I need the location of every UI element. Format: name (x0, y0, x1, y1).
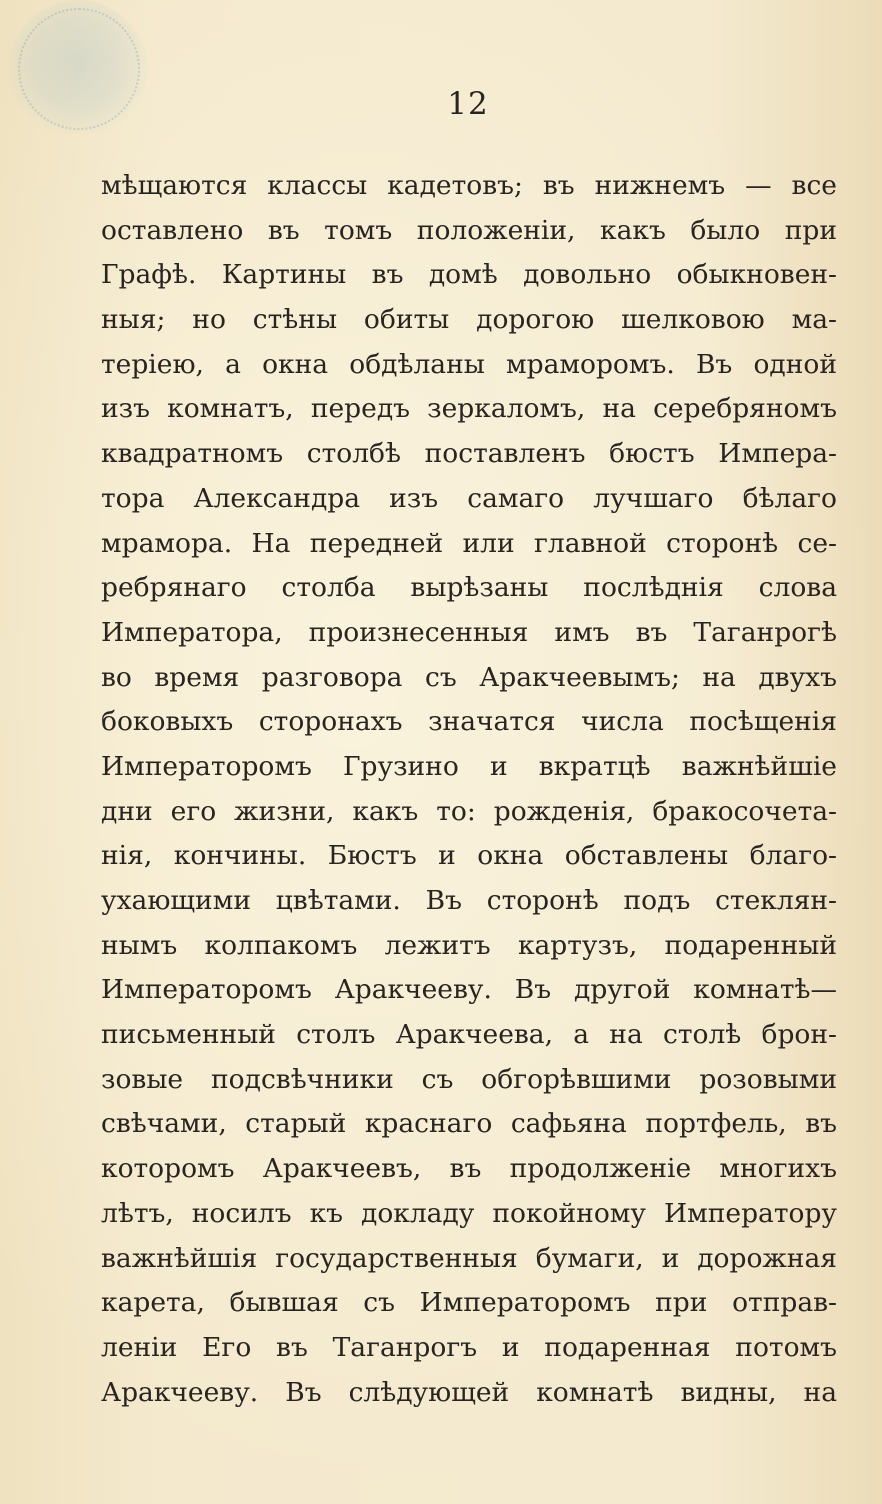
text-line: карета, бывшая съ Императоромъ при отправ- (101, 1287, 837, 1319)
text-line: свѣчами, старый краснаго сафьяна портфель, въ (101, 1108, 837, 1140)
text-line: зовые подсвѣчники съ обгорѣвшими розовыми (101, 1063, 837, 1095)
text-line: Императора, произнесенныя имъ въ Таганрогѣ (101, 616, 837, 648)
text-line: важнѣйшія государственныя бумаги, и дорожная (101, 1242, 837, 1274)
text-line: леніи Его въ Таганрогъ и подаренная потомъ (101, 1331, 837, 1363)
body-text (101, 164, 837, 1415)
text-line: Графѣ. Картины въ домѣ довольно обыкновен- (101, 259, 837, 291)
text-line: мѣщаются классы кадетовъ; въ нижнемъ — все (101, 170, 837, 201)
text-line: Аракчееву. Въ слѣдующей комнатѣ видны, на (101, 1376, 837, 1408)
text-line: которомъ Аракчеевъ, въ продолженіе многихъ (101, 1153, 837, 1185)
text-line: боковыхъ сторонахъ значатся числа посѣщенія (101, 706, 837, 738)
text-line: во время разговора съ Аракчеевымъ; на двухъ (101, 661, 837, 693)
text-line: лѣтъ, носилъ къ докладу покойному Императору (101, 1197, 837, 1229)
text-line: квадратномъ столбѣ поставленъ бюстъ Импера- (101, 438, 837, 470)
text-line: теріею, а окна обдѣланы мраморомъ. Въ одной (101, 348, 837, 380)
text-line: изъ комнатъ, передъ зеркаломъ, на серебряномъ (101, 393, 837, 425)
text-line: нія, кончины. Бюстъ и окна обставлены благо- (101, 840, 837, 872)
text-line: ухающими цвѣтами. Въ сторонѣ подъ стеклян- (101, 885, 837, 916)
text-line: письменный столъ Аракчеева, а на столѣ брон- (101, 1019, 837, 1051)
page-number: 12 (447, 86, 489, 122)
text-line: Императоромъ Грузино и вкратцѣ важнѣйшіе (101, 750, 837, 782)
text-line: ребрянаго столба вырѣзаны послѣднія слова (101, 572, 837, 604)
text-line: оставлено въ томъ положеніи, какъ было при (101, 214, 837, 246)
text-line: тора Александра изъ самаго лучшаго бѣлаго (101, 482, 837, 514)
text-line: нымъ колпакомъ лежитъ картузъ, подаренный (101, 929, 837, 961)
text-line: Императоромъ Аракчееву. Въ другой комнатѣ— (101, 974, 837, 1006)
text-line: дни его жизни, какъ то: рожденія, бракосочета- (101, 795, 837, 827)
text-line: мрамора. На передней или главной сторонѣ се- (101, 527, 837, 559)
text-line: ныя; но стѣны обиты дорогою шелковою ма- (101, 304, 837, 336)
